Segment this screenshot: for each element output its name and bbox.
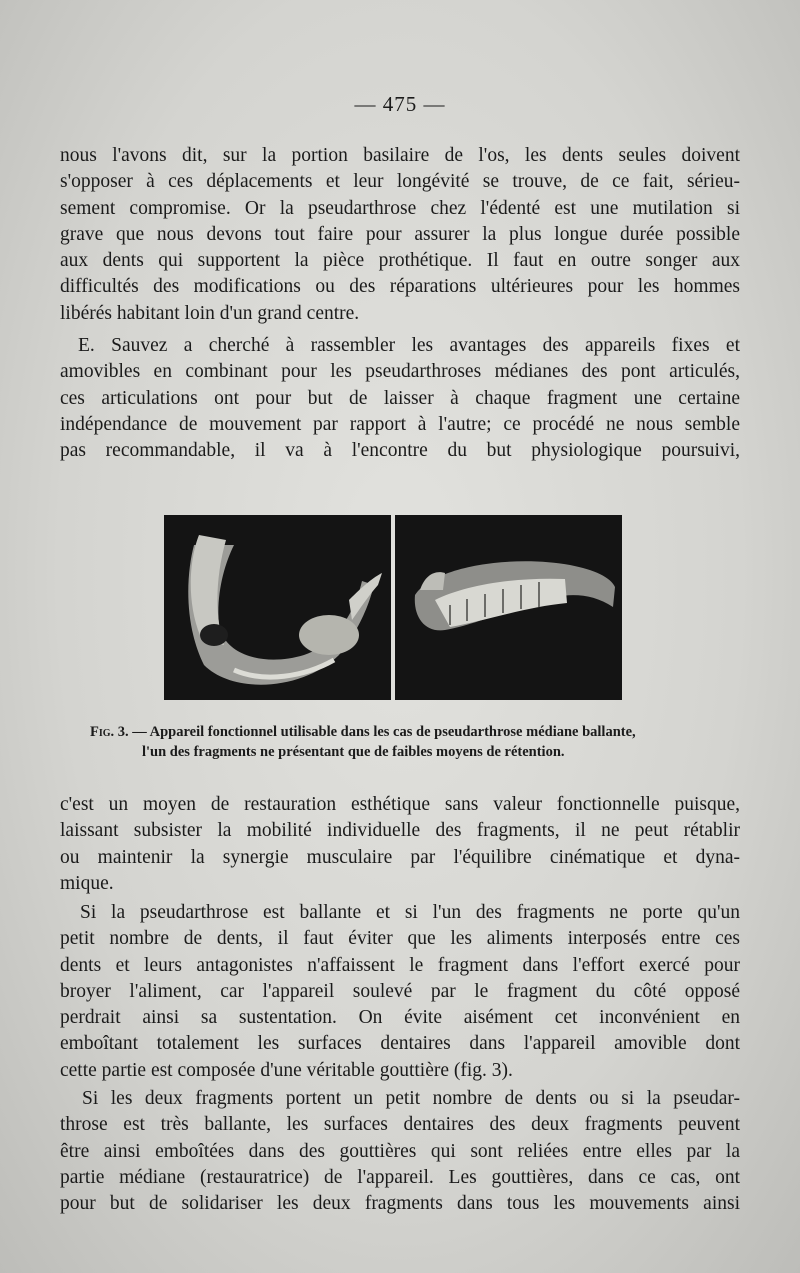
text-line: pas recommandable, il va à l'encontre du but physiologique poursuivi, xyxy=(60,440,740,462)
text-line: ces articulations ont pour but de laisser à chaque fragment une certaine xyxy=(60,387,740,409)
text-line: petit nombre de dents, il faut éviter que les aliments interposés entre ces xyxy=(60,928,740,950)
text-line: mique. xyxy=(60,872,114,894)
text-line: dents et leurs antagonistes n'affaissent le fragment dans l'effort exercé pour xyxy=(60,954,740,976)
text-line: c'est un moyen de restauration esthétique sans valeur fonctionnelle puisque, xyxy=(60,794,740,815)
text-line: amovibles en combinant pour les pseudarthroses médianes des pont articulés, xyxy=(60,361,740,383)
text-line: grave que nous devons tout faire pour assurer la plus longue durée possible xyxy=(60,223,740,245)
text-line: throse est très ballante, les surfaces dentaires des deux fragments peuvent xyxy=(60,1114,740,1136)
paragraph-3 xyxy=(60,792,740,897)
text-line: sement compromise. Or la pseudarthrose chez l'édenté est une mutilation si xyxy=(60,197,740,219)
figure-3 xyxy=(164,515,622,700)
text-line: libérés habitant loin d'un grand centre. xyxy=(60,302,360,324)
figure-label: Fig. 3. xyxy=(90,724,129,740)
text-line: pour but de solidariser les deux fragments dans tous les mouvements ainsi xyxy=(60,1193,740,1215)
paragraph-4 xyxy=(60,900,740,1084)
caption-line-2: l'un des fragments ne présentant que de faibles moyens de rétention. xyxy=(142,744,565,760)
dental-appliance-photo-left xyxy=(164,515,391,700)
text-line: aux dents qui supportent la pièce prothétique. Il faut en outre songer aux xyxy=(60,250,740,272)
caption-text-1: — Appareil fonctionnel utilisable dans les cas de pseudarthrose médiane ballante, xyxy=(132,724,636,740)
text-line: cette partie est composée d'une véritable gouttière (fig. 3). xyxy=(60,1059,513,1081)
text-line: indépendance de mouvement par rapport à l'autre; ce procédé ne nous semble xyxy=(60,413,740,435)
text-line: emboîtant totalement les surfaces dentaires dans l'appareil amovible dont xyxy=(60,1033,740,1055)
figure-photo-left xyxy=(164,515,391,700)
page-number: — 475 — xyxy=(354,92,446,116)
text-line: s'opposer à ces déplacements et leur longévité se trouve, de ce fait, sérieu- xyxy=(60,171,740,193)
text-line: Si la pseudarthrose est ballante et si l'un des fragments ne porte qu'un xyxy=(80,902,740,923)
text-line: partie médiane (restauratrice) de l'appareil. Les gouttières, dans ce cas, ont xyxy=(60,1166,740,1188)
text-line: ou maintenir la synergie musculaire par l'équilibre cinématique et dyna- xyxy=(60,846,740,868)
paragraph-2 xyxy=(60,333,740,464)
paragraph-5 xyxy=(60,1086,740,1217)
text-line: perdrait ainsi sa sustentation. On évite aisément cet inconvénient en xyxy=(60,1007,740,1029)
text-line: Si les deux fragments portent un petit nombre de dents ou si la pseudar- xyxy=(82,1088,740,1109)
caption-line-1 xyxy=(90,722,740,742)
text-line: nous l'avons dit, sur la portion basilaire de l'os, les dents seules doivent xyxy=(60,145,740,166)
figure-caption xyxy=(90,722,740,762)
text-line: difficultés des modifications ou des réparations ultérieures pour les hommes xyxy=(60,276,740,298)
text-line: E. Sauvez a cherché à rassembler les avantages des appareils fixes et xyxy=(78,335,740,356)
text-line: laissant subsister la mobilité individuelle des fragments, il ne peut rétablir xyxy=(60,820,740,842)
text-line: être ainsi emboîtées dans des gouttières qui sont reliées entre elles par la xyxy=(60,1140,740,1162)
text-line: broyer l'aliment, car l'appareil soulevé par le fragment du côté opposé xyxy=(60,980,740,1002)
dental-appliance-photo-right xyxy=(395,515,622,700)
paragraph-1 xyxy=(60,143,740,327)
figure-photo-right xyxy=(395,515,622,700)
